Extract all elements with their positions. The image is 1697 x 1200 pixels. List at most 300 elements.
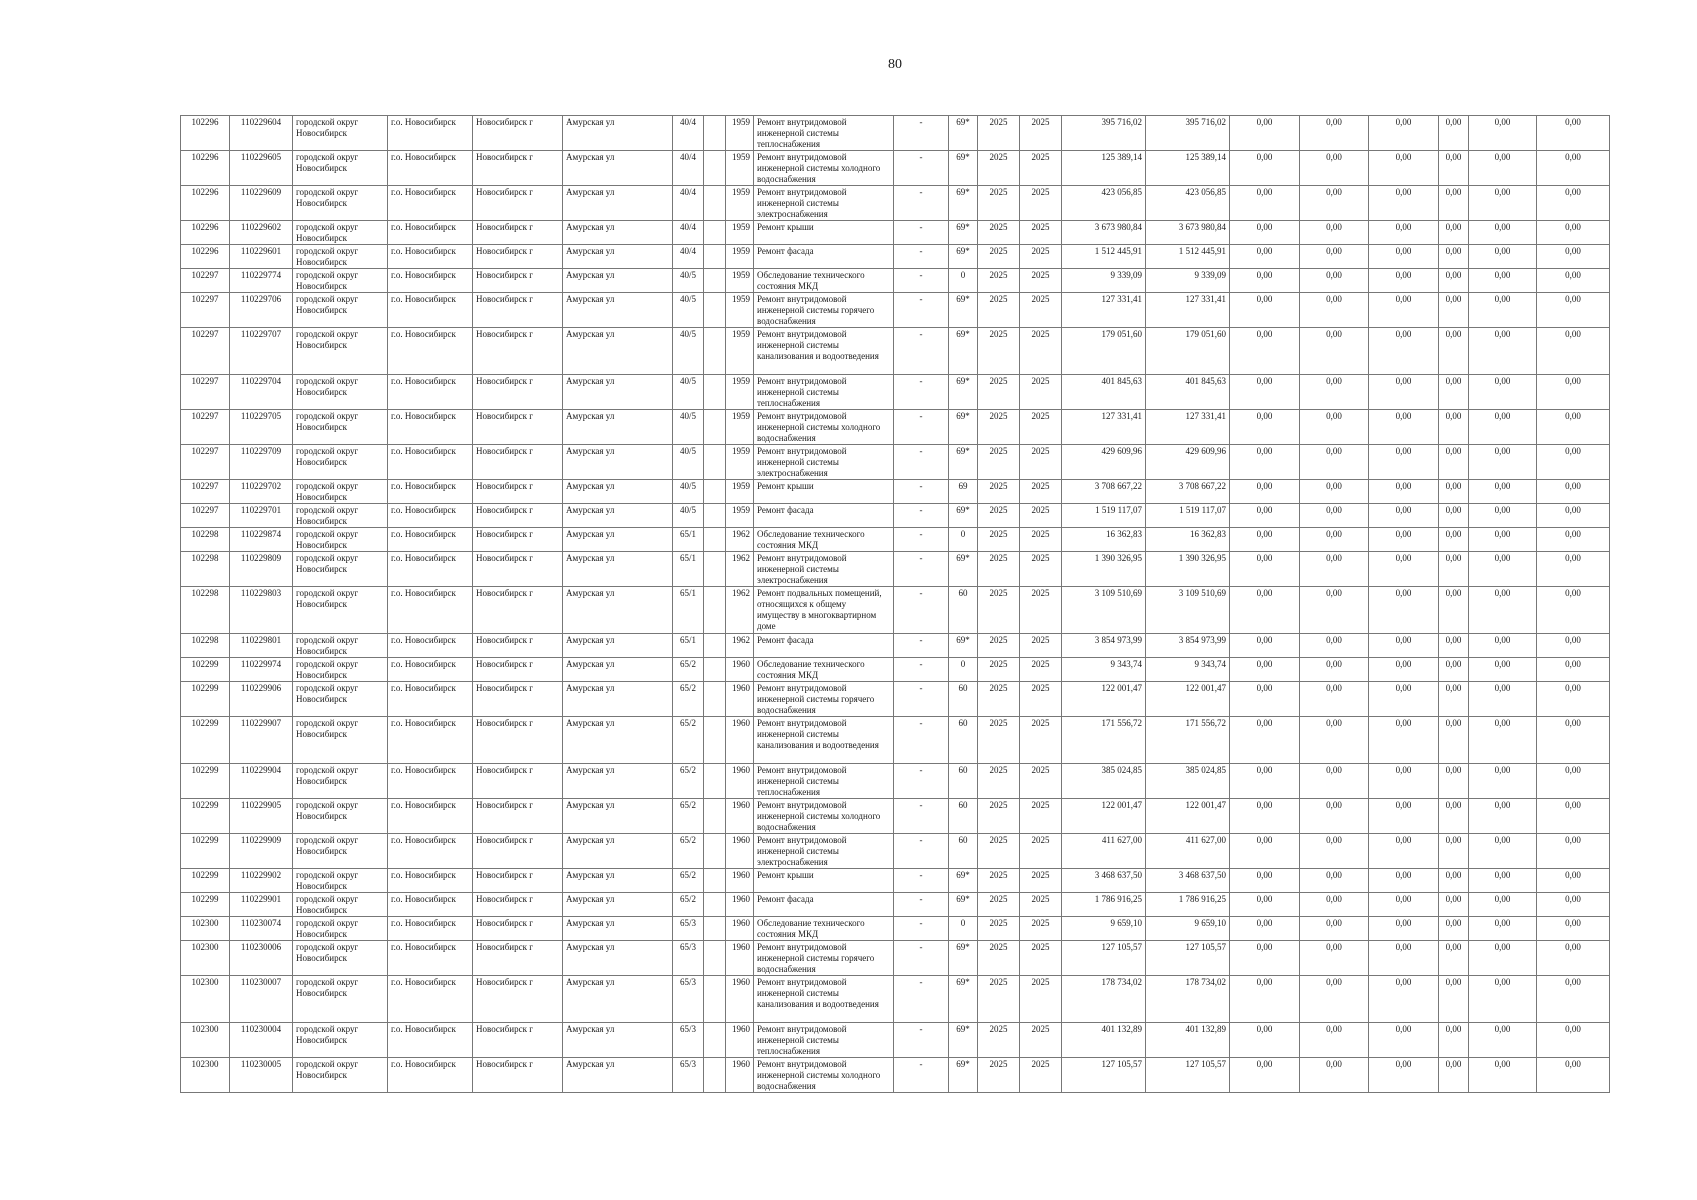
- cell-total-cost: 3 468 637,50: [1062, 869, 1146, 893]
- cell-separator: -: [894, 504, 949, 528]
- cell-work-type: Ремонт подвальных помещений, относящихся к общему имуществу в многоквартирном доме: [754, 587, 894, 634]
- cell-total-cost: 127 105,57: [1062, 941, 1146, 976]
- cell-other-funds: 0,00: [1439, 221, 1469, 245]
- cell-other-funds: 0,00: [1439, 410, 1469, 445]
- cell-work-id: 110229904: [230, 764, 293, 799]
- cell-house-number: 40/4: [673, 116, 704, 151]
- table-row: [181, 587, 1610, 634]
- cell-plan-year-end: 2025: [1020, 941, 1062, 976]
- cell-budget-local: 0,00: [1369, 552, 1439, 587]
- cell-city: Новосибирск г: [473, 375, 563, 410]
- cell-owner-funds: 0,00: [1469, 504, 1537, 528]
- cell-plan-year-start: 2025: [978, 1023, 1020, 1058]
- cell-city: Новосибирск г: [473, 869, 563, 893]
- cell-city: Новосибирск г: [473, 410, 563, 445]
- cell-total-cost: 395 716,02: [1062, 116, 1146, 151]
- cell-municipality: городской округ Новосибирск: [293, 834, 388, 869]
- cell-budget-federal: 0,00: [1230, 504, 1300, 528]
- cell-work-type: Ремонт внутридомовой инженерной системы электроснабжения: [754, 834, 894, 869]
- cell-wear-percent: 69*: [949, 504, 978, 528]
- cell-owner-funds: 0,00: [1469, 328, 1537, 375]
- cell-city: Новосибирск г: [473, 976, 563, 1023]
- cell-plan-year-start: 2025: [978, 186, 1020, 221]
- cell-house-number: 40/4: [673, 221, 704, 245]
- cell-work-id: 110230007: [230, 976, 293, 1023]
- cell-year-built: 1960: [726, 834, 754, 869]
- cell-row-id: 102298: [181, 634, 230, 658]
- cell-fund-cost: 401 845,63: [1146, 375, 1230, 410]
- cell-street: Амурская ул: [563, 587, 673, 634]
- cell-building: [704, 186, 726, 221]
- cell-other-funds: 0,00: [1439, 717, 1469, 764]
- cell-work-type: Обследование технического состояния МКД: [754, 658, 894, 682]
- cell-district: г.о. Новосибирск: [388, 834, 473, 869]
- cell-other-funds: 0,00: [1439, 504, 1469, 528]
- cell-building: [704, 245, 726, 269]
- cell-extra-funds: 0,00: [1537, 552, 1610, 587]
- cell-year-built: 1960: [726, 1058, 754, 1093]
- cell-house-number: 40/5: [673, 480, 704, 504]
- cell-work-type: Ремонт внутридомовой инженерной системы горячего водоснабжения: [754, 293, 894, 328]
- cell-budget-federal: 0,00: [1230, 634, 1300, 658]
- cell-city: Новосибирск г: [473, 682, 563, 717]
- cell-municipality: городской округ Новосибирск: [293, 269, 388, 293]
- cell-district: г.о. Новосибирск: [388, 917, 473, 941]
- cell-building: [704, 445, 726, 480]
- table-row: [181, 893, 1610, 917]
- cell-budget-regional: 0,00: [1300, 941, 1369, 976]
- cell-budget-regional: 0,00: [1300, 587, 1369, 634]
- cell-fund-cost: 3 854 973,99: [1146, 634, 1230, 658]
- cell-extra-funds: 0,00: [1537, 587, 1610, 634]
- cell-house-number: 65/3: [673, 941, 704, 976]
- cell-row-id: 102299: [181, 717, 230, 764]
- cell-plan-year-start: 2025: [978, 764, 1020, 799]
- cell-street: Амурская ул: [563, 893, 673, 917]
- cell-other-funds: 0,00: [1439, 528, 1469, 552]
- cell-work-id: 110229907: [230, 717, 293, 764]
- cell-total-cost: 127 331,41: [1062, 410, 1146, 445]
- cell-total-cost: 423 056,85: [1062, 186, 1146, 221]
- cell-extra-funds: 0,00: [1537, 186, 1610, 221]
- cell-district: г.о. Новосибирск: [388, 445, 473, 480]
- cell-year-built: 1960: [726, 764, 754, 799]
- cell-year-built: 1959: [726, 245, 754, 269]
- cell-plan-year-start: 2025: [978, 717, 1020, 764]
- register-table: [180, 115, 1610, 1093]
- cell-budget-regional: 0,00: [1300, 1058, 1369, 1093]
- cell-municipality: городской округ Новосибирск: [293, 941, 388, 976]
- cell-district: г.о. Новосибирск: [388, 221, 473, 245]
- cell-budget-federal: 0,00: [1230, 245, 1300, 269]
- table-row: [181, 375, 1610, 410]
- cell-separator: -: [894, 764, 949, 799]
- cell-city: Новосибирск г: [473, 634, 563, 658]
- cell-extra-funds: 0,00: [1537, 1023, 1610, 1058]
- cell-plan-year-end: 2025: [1020, 328, 1062, 375]
- cell-street: Амурская ул: [563, 941, 673, 976]
- cell-work-type: Ремонт внутридомовой инженерной системы канализования и водоотведения: [754, 976, 894, 1023]
- cell-separator: -: [894, 375, 949, 410]
- cell-wear-percent: 69*: [949, 1058, 978, 1093]
- cell-district: г.о. Новосибирск: [388, 1058, 473, 1093]
- cell-wear-percent: 69*: [949, 1023, 978, 1058]
- cell-total-cost: 1 512 445,91: [1062, 245, 1146, 269]
- cell-fund-cost: 385 024,85: [1146, 764, 1230, 799]
- table-row: [181, 764, 1610, 799]
- cell-fund-cost: 3 673 980,84: [1146, 221, 1230, 245]
- table-row: [181, 293, 1610, 328]
- cell-extra-funds: 0,00: [1537, 869, 1610, 893]
- cell-street: Амурская ул: [563, 717, 673, 764]
- cell-extra-funds: 0,00: [1537, 834, 1610, 869]
- cell-fund-cost: 1 512 445,91: [1146, 245, 1230, 269]
- cell-total-cost: 9 659,10: [1062, 917, 1146, 941]
- cell-budget-local: 0,00: [1369, 682, 1439, 717]
- cell-street: Амурская ул: [563, 658, 673, 682]
- cell-budget-regional: 0,00: [1300, 504, 1369, 528]
- cell-budget-federal: 0,00: [1230, 151, 1300, 186]
- cell-plan-year-start: 2025: [978, 658, 1020, 682]
- cell-plan-year-start: 2025: [978, 917, 1020, 941]
- cell-extra-funds: 0,00: [1537, 717, 1610, 764]
- cell-other-funds: 0,00: [1439, 799, 1469, 834]
- cell-row-id: 102296: [181, 221, 230, 245]
- cell-work-id: 110229705: [230, 410, 293, 445]
- cell-work-id: 110229609: [230, 186, 293, 221]
- cell-budget-regional: 0,00: [1300, 799, 1369, 834]
- cell-house-number: 40/5: [673, 375, 704, 410]
- cell-district: г.о. Новосибирск: [388, 269, 473, 293]
- cell-budget-federal: 0,00: [1230, 552, 1300, 587]
- cell-budget-federal: 0,00: [1230, 799, 1300, 834]
- cell-wear-percent: 69*: [949, 151, 978, 186]
- cell-building: [704, 587, 726, 634]
- cell-plan-year-end: 2025: [1020, 799, 1062, 834]
- cell-separator: -: [894, 893, 949, 917]
- table-row: [181, 328, 1610, 375]
- cell-row-id: 102300: [181, 976, 230, 1023]
- cell-total-cost: 401 845,63: [1062, 375, 1146, 410]
- cell-street: Амурская ул: [563, 410, 673, 445]
- cell-separator: -: [894, 634, 949, 658]
- cell-plan-year-end: 2025: [1020, 245, 1062, 269]
- cell-plan-year-start: 2025: [978, 221, 1020, 245]
- cell-total-cost: 179 051,60: [1062, 328, 1146, 375]
- table-row: [181, 717, 1610, 764]
- table-row: [181, 116, 1610, 151]
- cell-fund-cost: 3 109 510,69: [1146, 587, 1230, 634]
- cell-owner-funds: 0,00: [1469, 221, 1537, 245]
- cell-year-built: 1960: [726, 1023, 754, 1058]
- cell-owner-funds: 0,00: [1469, 269, 1537, 293]
- cell-plan-year-start: 2025: [978, 245, 1020, 269]
- cell-total-cost: 411 627,00: [1062, 834, 1146, 869]
- cell-house-number: 40/4: [673, 245, 704, 269]
- cell-work-id: 110229702: [230, 480, 293, 504]
- cell-budget-regional: 0,00: [1300, 445, 1369, 480]
- cell-budget-regional: 0,00: [1300, 480, 1369, 504]
- cell-row-id: 102296: [181, 245, 230, 269]
- cell-municipality: городской округ Новосибирск: [293, 221, 388, 245]
- cell-wear-percent: 0: [949, 917, 978, 941]
- cell-owner-funds: 0,00: [1469, 634, 1537, 658]
- cell-plan-year-end: 2025: [1020, 587, 1062, 634]
- cell-plan-year-start: 2025: [978, 328, 1020, 375]
- cell-municipality: городской округ Новосибирск: [293, 976, 388, 1023]
- table-row: [181, 151, 1610, 186]
- cell-fund-cost: 3 708 667,22: [1146, 480, 1230, 504]
- cell-wear-percent: 60: [949, 834, 978, 869]
- cell-house-number: 40/4: [673, 186, 704, 221]
- cell-building: [704, 116, 726, 151]
- cell-owner-funds: 0,00: [1469, 293, 1537, 328]
- cell-other-funds: 0,00: [1439, 893, 1469, 917]
- cell-budget-local: 0,00: [1369, 717, 1439, 764]
- cell-street: Амурская ул: [563, 480, 673, 504]
- cell-wear-percent: 69*: [949, 552, 978, 587]
- cell-street: Амурская ул: [563, 116, 673, 151]
- cell-year-built: 1959: [726, 504, 754, 528]
- cell-budget-regional: 0,00: [1300, 893, 1369, 917]
- cell-separator: -: [894, 941, 949, 976]
- cell-plan-year-start: 2025: [978, 1058, 1020, 1093]
- cell-municipality: городской округ Новосибирск: [293, 658, 388, 682]
- cell-year-built: 1959: [726, 186, 754, 221]
- cell-year-built: 1962: [726, 528, 754, 552]
- cell-building: [704, 328, 726, 375]
- cell-budget-federal: 0,00: [1230, 869, 1300, 893]
- cell-district: г.о. Новосибирск: [388, 658, 473, 682]
- cell-budget-federal: 0,00: [1230, 445, 1300, 480]
- table-row: [181, 682, 1610, 717]
- cell-municipality: городской округ Новосибирск: [293, 682, 388, 717]
- cell-municipality: городской округ Новосибирск: [293, 186, 388, 221]
- cell-owner-funds: 0,00: [1469, 917, 1537, 941]
- cell-municipality: городской округ Новосибирск: [293, 445, 388, 480]
- cell-extra-funds: 0,00: [1537, 445, 1610, 480]
- cell-total-cost: 1 390 326,95: [1062, 552, 1146, 587]
- cell-work-type: Ремонт крыши: [754, 480, 894, 504]
- cell-year-built: 1959: [726, 480, 754, 504]
- cell-fund-cost: 1 390 326,95: [1146, 552, 1230, 587]
- cell-row-id: 102298: [181, 552, 230, 587]
- cell-wear-percent: 69*: [949, 976, 978, 1023]
- cell-plan-year-start: 2025: [978, 587, 1020, 634]
- cell-work-id: 110229706: [230, 293, 293, 328]
- cell-budget-regional: 0,00: [1300, 717, 1369, 764]
- cell-work-id: 110229974: [230, 658, 293, 682]
- cell-district: г.о. Новосибирск: [388, 634, 473, 658]
- cell-wear-percent: 69*: [949, 375, 978, 410]
- cell-city: Новосибирск г: [473, 245, 563, 269]
- cell-owner-funds: 0,00: [1469, 869, 1537, 893]
- cell-budget-regional: 0,00: [1300, 869, 1369, 893]
- cell-budget-local: 0,00: [1369, 976, 1439, 1023]
- table-row: [181, 941, 1610, 976]
- cell-city: Новосибирск г: [473, 941, 563, 976]
- cell-year-built: 1960: [726, 869, 754, 893]
- cell-row-id: 102297: [181, 480, 230, 504]
- cell-district: г.о. Новосибирск: [388, 941, 473, 976]
- cell-total-cost: 3 673 980,84: [1062, 221, 1146, 245]
- page-number: 80: [888, 57, 902, 72]
- cell-row-id: 102299: [181, 682, 230, 717]
- cell-building: [704, 528, 726, 552]
- cell-other-funds: 0,00: [1439, 552, 1469, 587]
- cell-budget-federal: 0,00: [1230, 682, 1300, 717]
- cell-row-id: 102298: [181, 528, 230, 552]
- cell-work-id: 110229803: [230, 587, 293, 634]
- cell-house-number: 65/1: [673, 587, 704, 634]
- cell-municipality: городской округ Новосибирск: [293, 504, 388, 528]
- cell-municipality: городской округ Новосибирск: [293, 869, 388, 893]
- table-row: [181, 480, 1610, 504]
- cell-wear-percent: 69*: [949, 893, 978, 917]
- cell-district: г.о. Новосибирск: [388, 893, 473, 917]
- cell-budget-regional: 0,00: [1300, 764, 1369, 799]
- cell-year-built: 1959: [726, 151, 754, 186]
- cell-work-id: 110229707: [230, 328, 293, 375]
- cell-municipality: городской округ Новосибирск: [293, 587, 388, 634]
- cell-row-id: 102299: [181, 869, 230, 893]
- cell-district: г.о. Новосибирск: [388, 151, 473, 186]
- cell-other-funds: 0,00: [1439, 375, 1469, 410]
- cell-street: Амурская ул: [563, 1058, 673, 1093]
- cell-budget-regional: 0,00: [1300, 116, 1369, 151]
- cell-street: Амурская ул: [563, 186, 673, 221]
- cell-year-built: 1959: [726, 293, 754, 328]
- cell-separator: -: [894, 293, 949, 328]
- cell-budget-regional: 0,00: [1300, 245, 1369, 269]
- cell-extra-funds: 0,00: [1537, 328, 1610, 375]
- cell-plan-year-end: 2025: [1020, 186, 1062, 221]
- cell-work-type: Ремонт внутридомовой инженерной системы холодного водоснабжения: [754, 410, 894, 445]
- table-row: [181, 869, 1610, 893]
- cell-district: г.о. Новосибирск: [388, 717, 473, 764]
- cell-separator: -: [894, 445, 949, 480]
- cell-plan-year-end: 2025: [1020, 528, 1062, 552]
- cell-budget-local: 0,00: [1369, 1023, 1439, 1058]
- cell-row-id: 102299: [181, 834, 230, 869]
- cell-owner-funds: 0,00: [1469, 186, 1537, 221]
- cell-work-type: Ремонт фасада: [754, 504, 894, 528]
- cell-row-id: 102299: [181, 799, 230, 834]
- cell-extra-funds: 0,00: [1537, 221, 1610, 245]
- cell-other-funds: 0,00: [1439, 941, 1469, 976]
- cell-house-number: 65/1: [673, 528, 704, 552]
- cell-wear-percent: 0: [949, 658, 978, 682]
- cell-year-built: 1960: [726, 658, 754, 682]
- table-row: [181, 1023, 1610, 1058]
- cell-district: г.о. Новосибирск: [388, 245, 473, 269]
- cell-plan-year-end: 2025: [1020, 893, 1062, 917]
- cell-budget-federal: 0,00: [1230, 328, 1300, 375]
- cell-wear-percent: 60: [949, 682, 978, 717]
- cell-work-type: Ремонт внутридомовой инженерной системы горячего водоснабжения: [754, 941, 894, 976]
- cell-wear-percent: 69*: [949, 445, 978, 480]
- cell-total-cost: 125 389,14: [1062, 151, 1146, 186]
- cell-street: Амурская ул: [563, 375, 673, 410]
- cell-plan-year-end: 2025: [1020, 717, 1062, 764]
- cell-work-type: Ремонт внутридомовой инженерной системы электроснабжения: [754, 552, 894, 587]
- cell-work-type: Ремонт внутридомовой инженерной системы канализования и водоотведения: [754, 328, 894, 375]
- cell-budget-regional: 0,00: [1300, 976, 1369, 1023]
- cell-work-type: Обследование технического состояния МКД: [754, 917, 894, 941]
- cell-year-built: 1960: [726, 941, 754, 976]
- cell-budget-local: 0,00: [1369, 1058, 1439, 1093]
- cell-building: [704, 1058, 726, 1093]
- cell-city: Новосибирск г: [473, 1023, 563, 1058]
- cell-wear-percent: 0: [949, 269, 978, 293]
- cell-work-type: Ремонт внутридомовой инженерной системы канализования и водоотведения: [754, 717, 894, 764]
- cell-budget-local: 0,00: [1369, 917, 1439, 941]
- cell-building: [704, 151, 726, 186]
- cell-work-id: 110229902: [230, 869, 293, 893]
- cell-owner-funds: 0,00: [1469, 941, 1537, 976]
- cell-work-id: 110230005: [230, 1058, 293, 1093]
- cell-row-id: 102297: [181, 293, 230, 328]
- cell-plan-year-end: 2025: [1020, 634, 1062, 658]
- cell-street: Амурская ул: [563, 917, 673, 941]
- cell-budget-federal: 0,00: [1230, 375, 1300, 410]
- table-row: [181, 504, 1610, 528]
- cell-municipality: городской округ Новосибирск: [293, 552, 388, 587]
- cell-plan-year-start: 2025: [978, 375, 1020, 410]
- cell-fund-cost: 122 001,47: [1146, 682, 1230, 717]
- cell-street: Амурская ул: [563, 834, 673, 869]
- cell-other-funds: 0,00: [1439, 186, 1469, 221]
- cell-house-number: 40/5: [673, 293, 704, 328]
- cell-city: Новосибирск г: [473, 528, 563, 552]
- cell-extra-funds: 0,00: [1537, 634, 1610, 658]
- cell-row-id: 102297: [181, 445, 230, 480]
- cell-work-type: Ремонт внутридомовой инженерной системы электроснабжения: [754, 186, 894, 221]
- cell-house-number: 65/3: [673, 976, 704, 1023]
- cell-row-id: 102297: [181, 328, 230, 375]
- cell-building: [704, 221, 726, 245]
- cell-municipality: городской округ Новосибирск: [293, 528, 388, 552]
- cell-extra-funds: 0,00: [1537, 1058, 1610, 1093]
- cell-street: Амурская ул: [563, 221, 673, 245]
- cell-work-id: 110229704: [230, 375, 293, 410]
- cell-city: Новосибирск г: [473, 151, 563, 186]
- cell-wear-percent: 60: [949, 587, 978, 634]
- cell-district: г.о. Новосибирск: [388, 410, 473, 445]
- cell-budget-federal: 0,00: [1230, 1058, 1300, 1093]
- cell-total-cost: 9 343,74: [1062, 658, 1146, 682]
- cell-plan-year-start: 2025: [978, 634, 1020, 658]
- cell-total-cost: 3 708 667,22: [1062, 480, 1146, 504]
- cell-work-id: 110229604: [230, 116, 293, 151]
- cell-house-number: 40/5: [673, 410, 704, 445]
- cell-budget-federal: 0,00: [1230, 658, 1300, 682]
- cell-owner-funds: 0,00: [1469, 151, 1537, 186]
- cell-other-funds: 0,00: [1439, 976, 1469, 1023]
- cell-budget-federal: 0,00: [1230, 587, 1300, 634]
- cell-owner-funds: 0,00: [1469, 480, 1537, 504]
- cell-separator: -: [894, 552, 949, 587]
- cell-other-funds: 0,00: [1439, 293, 1469, 328]
- cell-fund-cost: 127 105,57: [1146, 941, 1230, 976]
- cell-separator: -: [894, 682, 949, 717]
- cell-building: [704, 293, 726, 328]
- cell-owner-funds: 0,00: [1469, 116, 1537, 151]
- cell-city: Новосибирск г: [473, 658, 563, 682]
- cell-plan-year-end: 2025: [1020, 658, 1062, 682]
- cell-other-funds: 0,00: [1439, 116, 1469, 151]
- cell-wear-percent: 69*: [949, 869, 978, 893]
